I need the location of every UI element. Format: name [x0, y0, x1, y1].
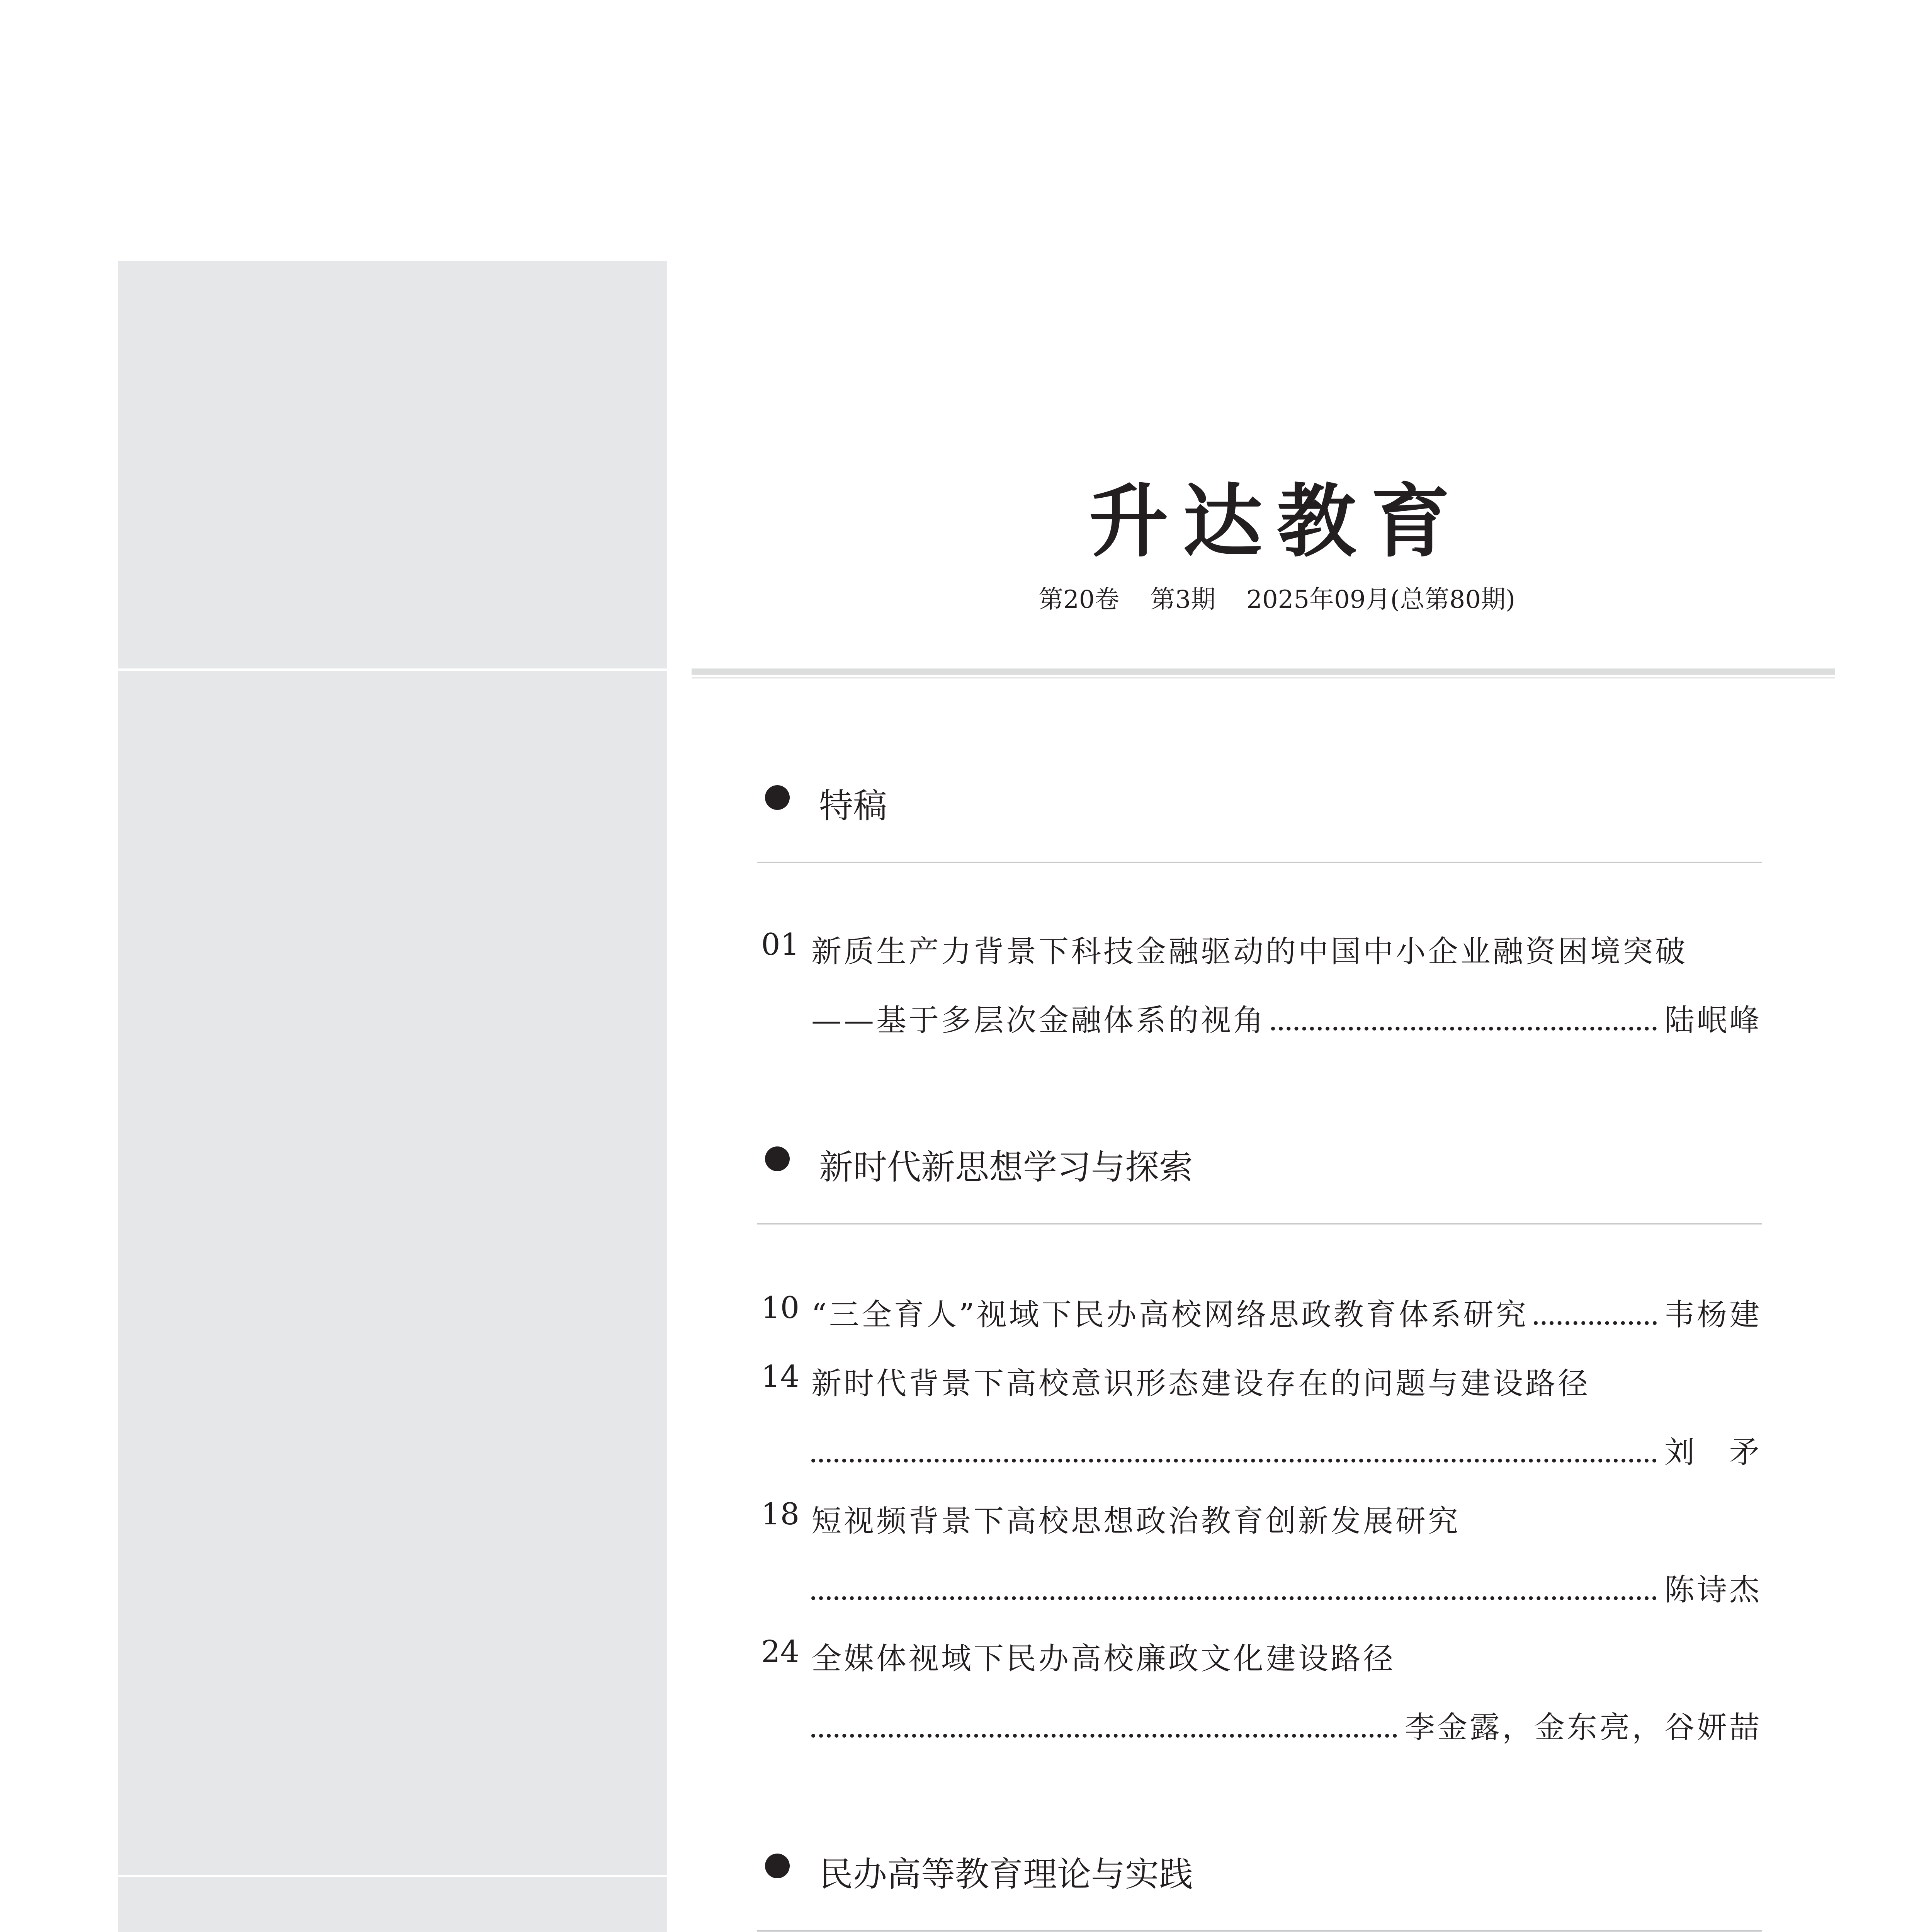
article-subtitle: ——基于多层次金融体系的视角 — [811, 1003, 1266, 1038]
journal-title: 升达教育 — [1089, 475, 1465, 568]
article-title: 全媒体视域下民办高校廉政文化建设路径 — [811, 1641, 1396, 1676]
section-header — [757, 1845, 1762, 1894]
article-author: 韦杨建 — [1664, 1298, 1762, 1332]
article-author: 陆岷峰 — [1664, 1003, 1762, 1038]
page-number: 01 — [761, 927, 800, 962]
issue-date: 2025年09月(总第80期) — [1246, 585, 1515, 614]
article-title: 短视频背景下高校思想政治教育创新发展研究 — [811, 1504, 1461, 1539]
section-header — [757, 777, 1762, 826]
sidebar-divider — [118, 668, 667, 671]
article-title: 新质生产力背景下科技金融驱动的中国中小企业融资困境突破 — [811, 934, 1688, 969]
toc-entry[interactable] — [757, 1497, 1762, 1634]
page-number: 24 — [761, 1634, 800, 1669]
bullet-icon — [765, 1146, 790, 1171]
article-author: 刘 矛 — [1664, 1435, 1762, 1470]
issue-number: 第3期 — [1150, 585, 1216, 614]
toc-entry[interactable] — [757, 927, 1762, 1065]
issue-line — [707, 580, 1847, 615]
bullet-icon — [765, 785, 790, 810]
dot-leader — [811, 1596, 1657, 1600]
article-author: 李金露，金东亮，谷妍喆 — [1404, 1710, 1762, 1745]
article-title: 新时代背景下高校意识形态建设存在的问题与建设路径 — [811, 1366, 1591, 1401]
toc-section — [757, 777, 1762, 1038]
section-divider — [757, 862, 1762, 863]
page-number: 18 — [761, 1497, 800, 1532]
article-title: “三全育人”视域下民办高校网络思政教育体系研究 — [811, 1298, 1528, 1332]
dot-leader — [1534, 1321, 1657, 1325]
toc-entry[interactable] — [757, 1359, 1762, 1497]
toc-entry[interactable] — [757, 1291, 1762, 1359]
section-title: 民办高等教育理论与实践 — [819, 1854, 1193, 1894]
toc-section — [757, 1138, 1762, 1745]
section-header — [757, 1138, 1762, 1187]
bullet-icon — [765, 1854, 790, 1878]
section-title: 新时代新思想学习与探索 — [819, 1147, 1193, 1187]
page-number: 14 — [761, 1359, 800, 1394]
section-divider — [757, 1223, 1762, 1225]
sidebar-panel — [118, 261, 667, 1932]
dot-leader — [1271, 1027, 1657, 1031]
dot-leader — [811, 1459, 1657, 1463]
title-divider-thin — [692, 677, 1835, 679]
title-divider — [692, 668, 1835, 675]
sidebar-divider — [118, 1875, 667, 1877]
toc-section — [757, 1845, 1762, 1894]
volume-number: 第20卷 — [1039, 585, 1120, 614]
section-divider — [757, 1930, 1762, 1932]
section-title: 特稿 — [819, 786, 887, 826]
article-author: 陈诗杰 — [1664, 1573, 1762, 1607]
toc-entry[interactable] — [757, 1634, 1762, 1772]
page-number: 10 — [761, 1291, 800, 1325]
dot-leader — [811, 1734, 1397, 1738]
